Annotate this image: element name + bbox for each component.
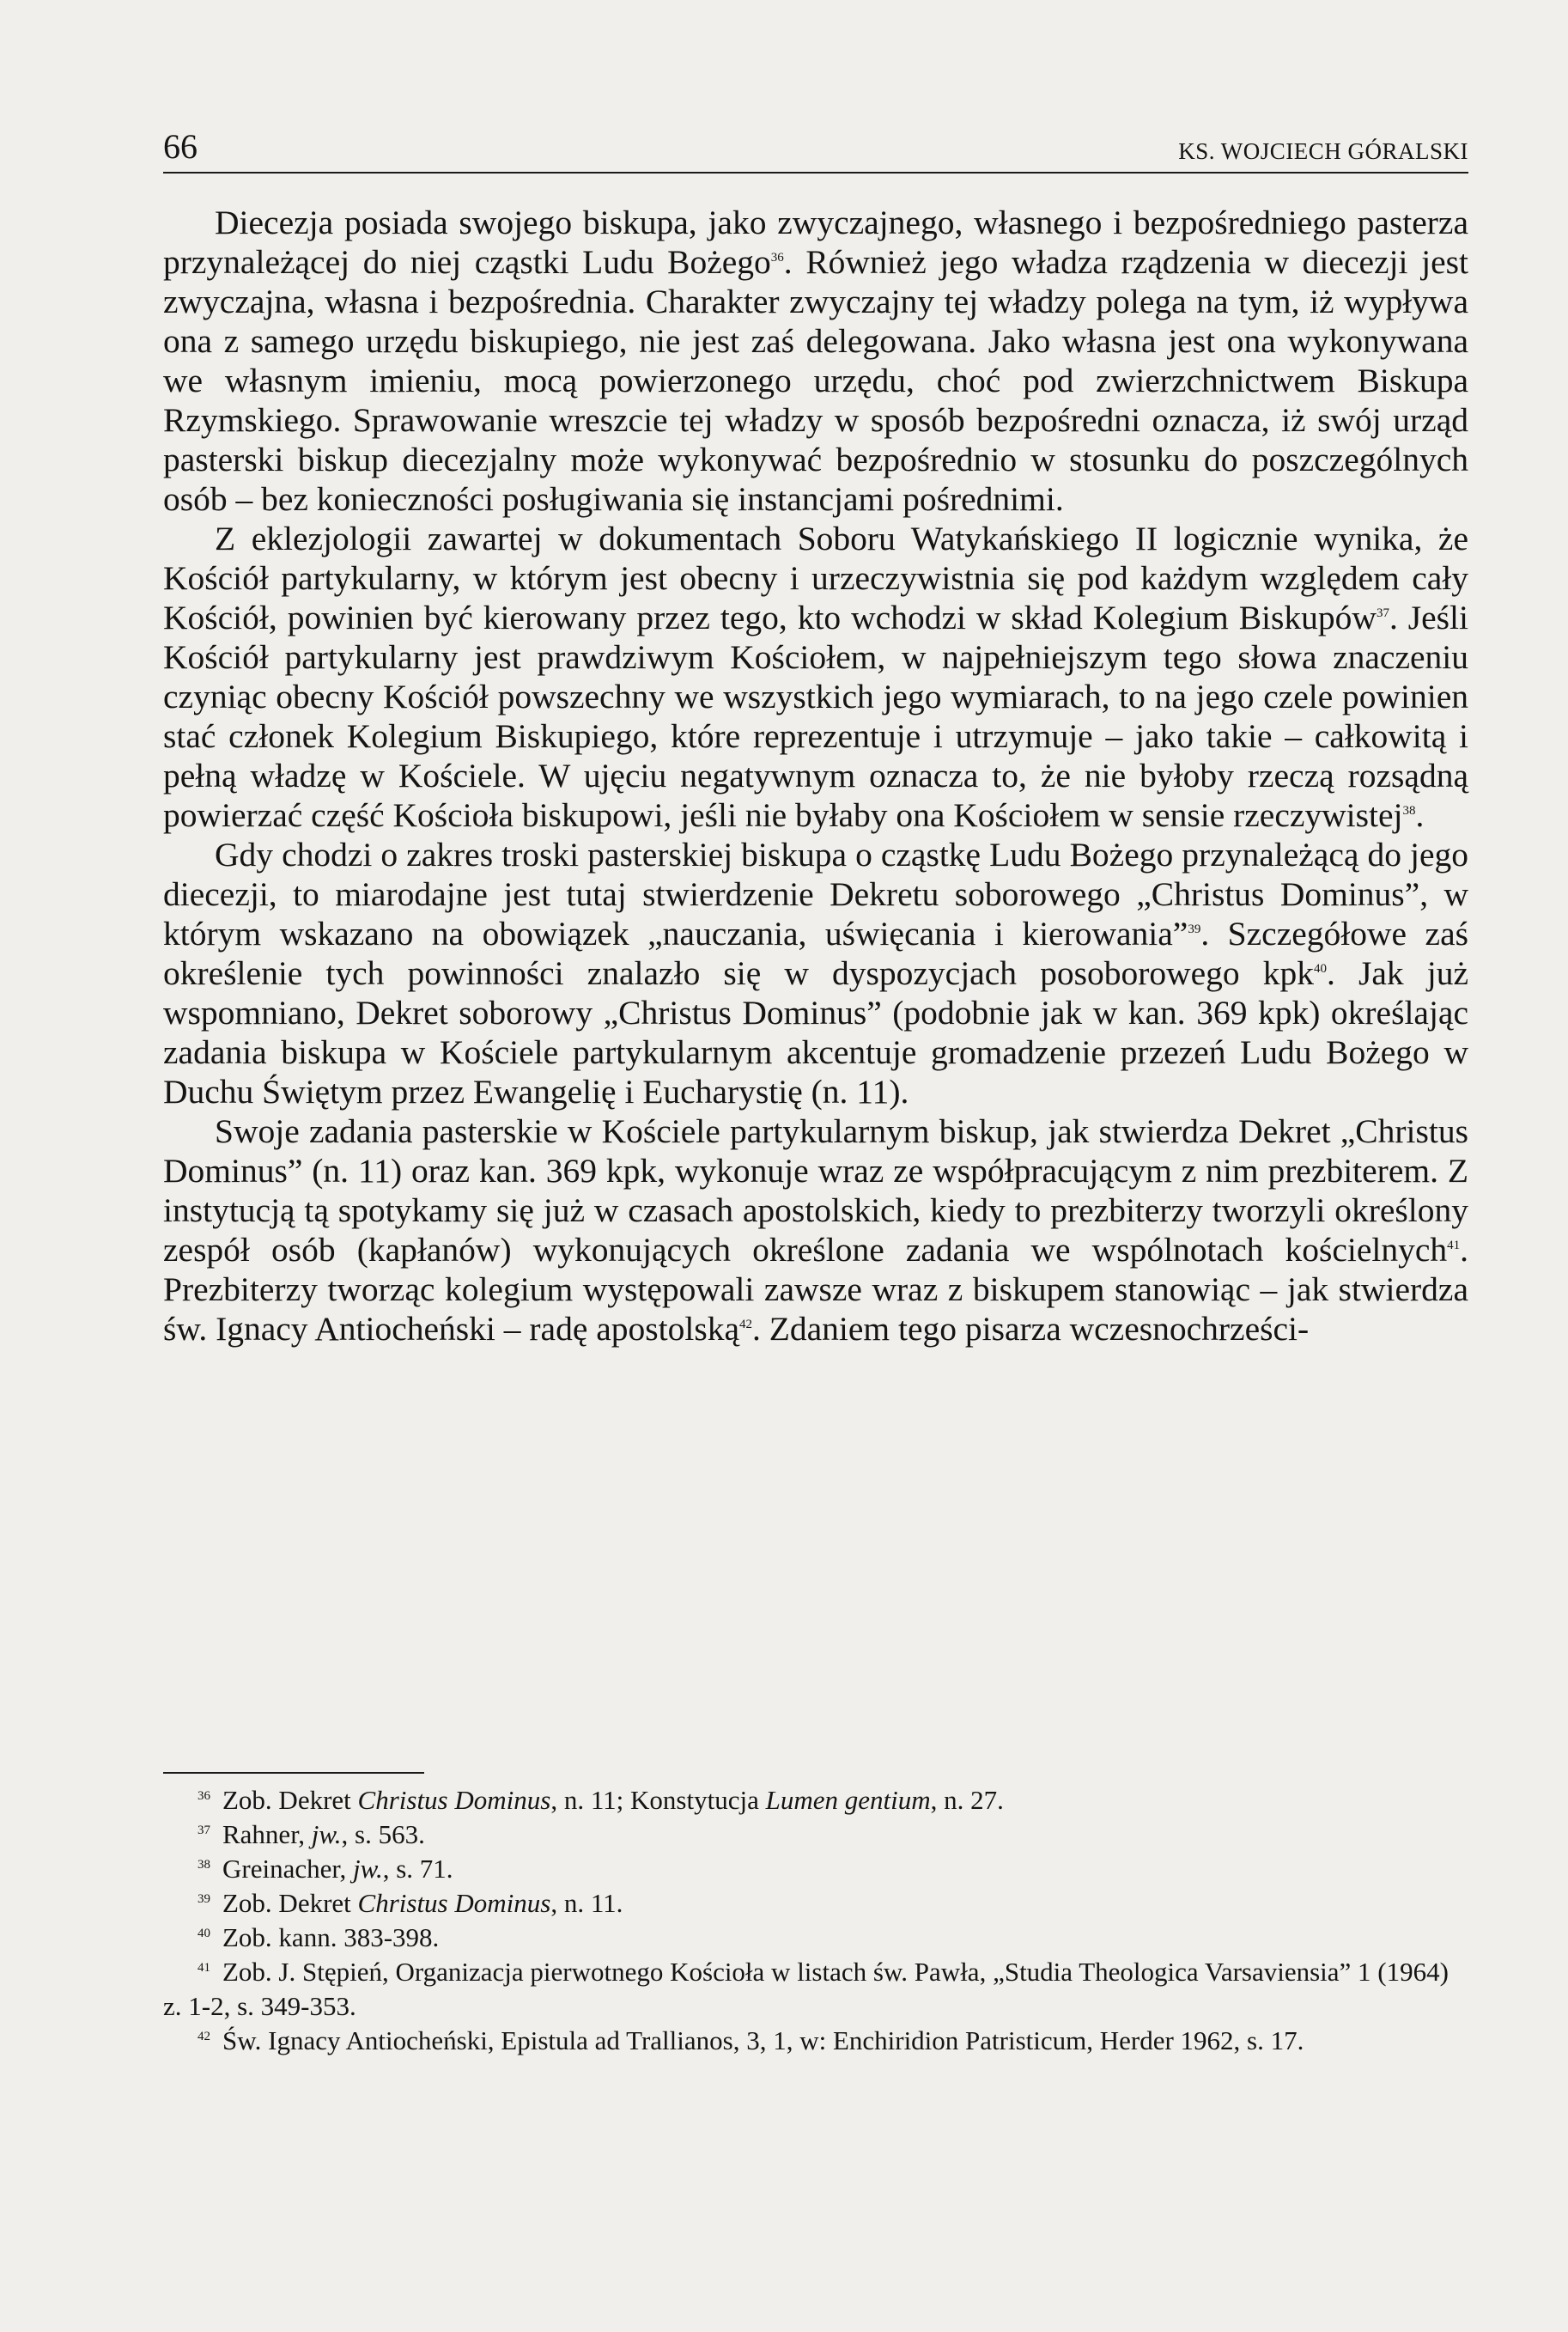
text-run: Zob. Dekret — [222, 1888, 358, 1918]
footnote-number: 36 — [198, 1788, 210, 1803]
text-run: . Jak już wspomniano, Dekret soborowy „Christus Dominus” (podobnie jak w kan. 369 kpk) określając zadania biskupa w Kościele partykularnym akcentuje gromadzenie przezeń Ludu Bożego w Duchu Świętym przez Ewangelię i Eucharystię (n. 11). — [163, 954, 1468, 1111]
text-run: Zob. Dekret — [222, 1785, 358, 1815]
text-run: , n. 27. — [930, 1785, 1004, 1815]
text-run: Greinacher, — [222, 1854, 353, 1884]
text-run: Zob. kann. 383-398. — [222, 1922, 440, 1952]
paragraph-3 — [163, 835, 1468, 1111]
footnote-ref[interactable]: 40 — [1314, 961, 1328, 976]
footnote-ref[interactable]: 36 — [770, 250, 784, 265]
footnote-36 — [163, 1783, 1468, 1817]
text-run: Swoje zadania pasterskie w Kościele partykularnym biskup, jak stwierdza Dekret „Christus Dominus” (n. 11) oraz kan. 369 kpk, wykonuje wraz ze współpracującym z nim prezbiterem. Z instytucją tą spotykamy się już w czasach apostolskich, kiedy to prezbiterzy tworzyli określony zespół osób (kapłanów) wykonujących określone zadania we wspólnotach kościelnych — [163, 1112, 1468, 1269]
footnote-number: 39 — [198, 1891, 210, 1906]
text-run: Diecezja posiada swojego biskupa, jako zwyczajnego, własnego i bezpośredniego pasterza przynależącej do niej cząstki Ludu Bożego — [163, 204, 1468, 281]
italic-title: Christus Dominus — [357, 1888, 551, 1918]
text-run: . Również jego władza rządzenia w diecezji jest zwyczajna, własna i bezpośrednia. Charakter zwyczajny tej władzy polega na tym, iż wypływa ona z samego urzędu biskupiego, nie jest zaś delegowana. Jako własna jest ona wykonywana we własnym imieniu, mocą powierzonego urzędu, choć pod zwierzchnictwem Biskupa Rzymskiego. Sprawowanie wreszcie tej władzy w sposób bezpośredni oznacza, iż swój urząd pasterski biskup diecezjalny może wykonywać bezpośrednio w stosunku do poszczególnych osób – bez konieczności posługiwania się instancjami pośrednimi. — [163, 243, 1468, 518]
body-text — [163, 203, 1468, 1349]
footnote-number: 42 — [198, 2029, 210, 2043]
italic-title: jw. — [311, 1819, 342, 1849]
text-run: Gdy chodzi o zakres troski pasterskiej biskupa o cząstkę Ludu Bożego przynależącą do jego diecezji, to miarodajne jest tutaj stwierdzenie Dekretu soborowego „Christus Dominus”, w którym wskazano na obowiązek „nauczania, uświęcania i kierowania” — [163, 836, 1468, 953]
text-run: Z eklezjologii zawartej w dokumentach Soboru Watykańskiego II logicznie wynika, że Kościół partykularny, w którym jest obecny i urzeczywistnia się pod każdym względem cały Kościół, powinien być kierowany przez tego, kto wchodzi w skład Kolegium Biskupów — [163, 520, 1468, 636]
text-run: . Jeśli Kościół partykularny jest prawdziwym Kościołem, w najpełniejszym tego słowa znaczeniu czyniąc obecny Kościół powszechny we wszystkich jego wymiarach, to na jego czele powinien stać członek Kolegium Biskupiego, które reprezentuje i utrzymuje – jako takie – całkowitą i pełną władzę w Kościele. W ujęciu negatywnym oznacza to, że nie byłoby rzeczą rozsądną powierzać część Kościoła biskupowi, jeśli nie byłaby ona Kościołem w sensie rzeczywistej — [163, 599, 1469, 834]
text-run: , n. 11; Konstytucja — [550, 1785, 766, 1815]
footnote-39 — [163, 1886, 1468, 1921]
paragraph-2 — [163, 519, 1468, 835]
paragraph-1 — [163, 203, 1468, 519]
text-run: , s. 71. — [382, 1854, 453, 1884]
footnote-number: 41 — [198, 1960, 210, 1975]
footnote-ref[interactable]: 37 — [1376, 606, 1389, 620]
page-header — [163, 129, 1468, 174]
footnote-ref[interactable]: 42 — [738, 1317, 752, 1331]
text-run: . Prezbiterzy tworząc kolegium występowali zawsze wraz z biskupem stanowiąc – jak stwierdza św. Ignacy Antiocheński – radę apostolską — [163, 1231, 1468, 1348]
running-head: KS. WOJCIECH GÓRALSKI — [1178, 138, 1468, 164]
footnote-ref[interactable]: 38 — [1402, 803, 1416, 818]
text-run: . Zdaniem tego pisarza wczesnochrześci- — [751, 1310, 1310, 1348]
footnote-number: 40 — [198, 1926, 210, 1940]
text-run: . Szczegółowe zaś określenie tych powinności znalazło się w dyspozycjach posoborowego kpk — [163, 915, 1468, 992]
text-run: , s. 563. — [341, 1819, 425, 1849]
text-run: Św. Ignacy Antiocheński, Epistula ad Trallianos, 3, 1, w: Enchiridion Patristicum, Herder 1962, s. 17. — [222, 2025, 1304, 2055]
footnote-ref[interactable]: 39 — [1188, 922, 1201, 936]
footnote-40 — [163, 1921, 1468, 1955]
footnote-37 — [163, 1817, 1468, 1852]
text-run: Rahner, — [222, 1819, 312, 1849]
footnotes — [163, 1783, 1468, 2058]
italic-title: Lumen gentium — [765, 1785, 931, 1815]
italic-title: jw. — [352, 1854, 383, 1884]
footnote-divider — [163, 1772, 424, 1774]
text-run: Zob. J. Stępień, Organizacja pierwotnego Kościoła w listach św. Pawła, „Studia Theologica Varsaviensia” 1 (1964) z. 1-2, s. 349-353. — [163, 1957, 1449, 2021]
text-run: . — [1415, 796, 1425, 834]
footnote-number: 37 — [198, 1823, 210, 1837]
footnote-42 — [163, 2024, 1468, 2058]
footnote-41 — [163, 1955, 1468, 2024]
footnote-38 — [163, 1852, 1468, 1886]
paragraph-4 — [163, 1111, 1468, 1349]
footnote-ref[interactable]: 41 — [1447, 1238, 1461, 1252]
text-run: , n. 11. — [550, 1888, 623, 1918]
footnote-number: 38 — [198, 1857, 210, 1872]
italic-title: Christus Dominus — [357, 1785, 551, 1815]
page-number: 66 — [163, 127, 198, 166]
